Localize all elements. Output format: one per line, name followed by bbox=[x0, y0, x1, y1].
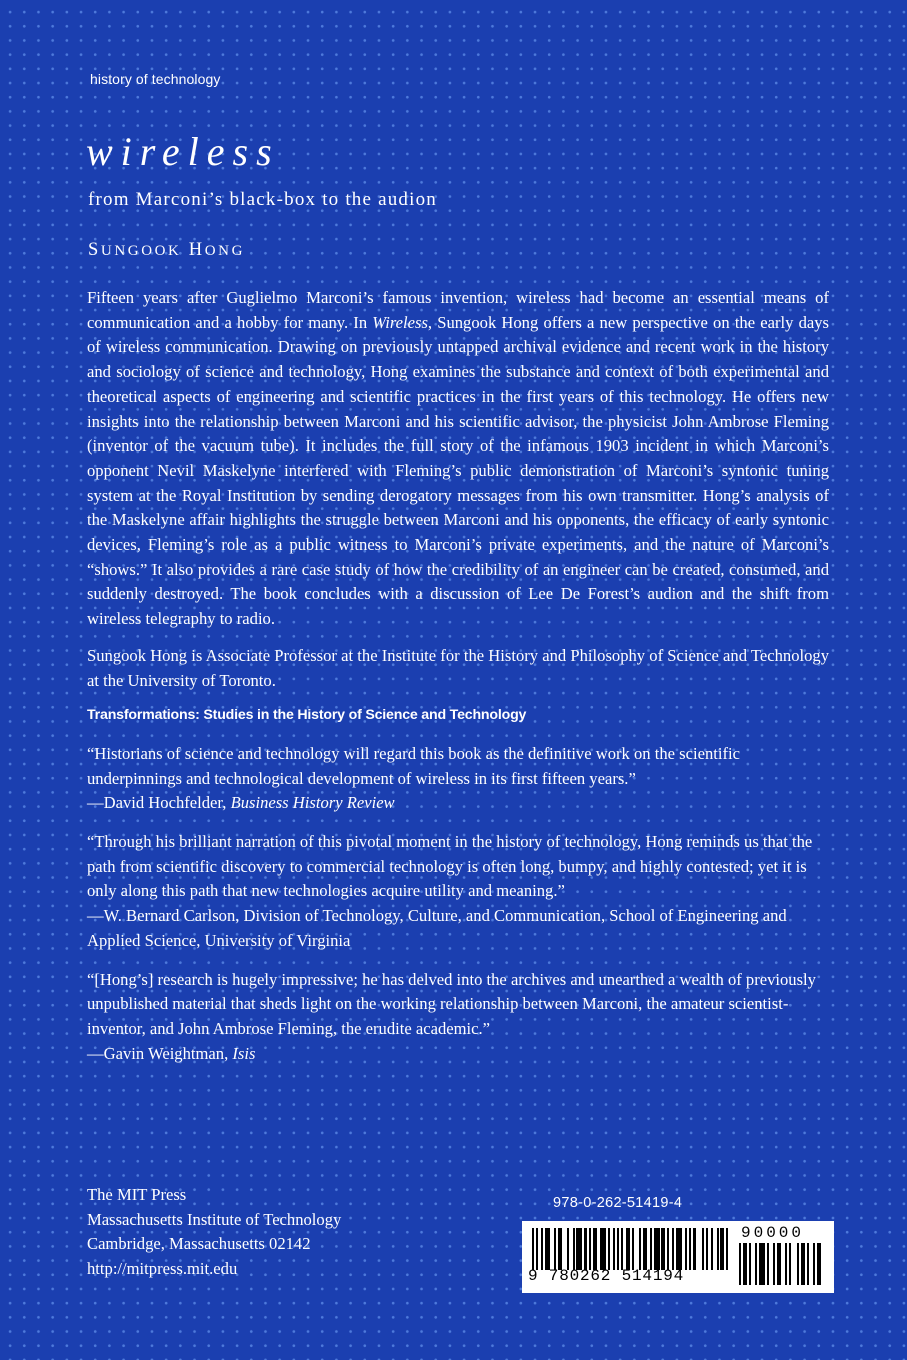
barcode-space bbox=[728, 1228, 730, 1270]
barcode-addon-bars bbox=[739, 1243, 825, 1285]
description: Fifteen years after Guglielmo Marconi’s famous invention, wireless had become an essential means of communication and a hobby for many. In Wireless, Sungook Hong offers a new perspective on the early days of wireless communication. Drawing on previously untapped archival evidence and recent work in the history and sociology of science and technology, Hong examines the substance and context of both experimental and theoretical aspects of engineering and scientific practices in the first years of this technology. He offers new insights into the relationship between Marconi and his scientific advisor, the physicist John Ambrose Fleming (inventor of the vacuum tube). It includes the full story of the infamous 1903 incident in which Marconi’s opponent Nevil Maskelyne interfered with Fleming’s public demonstration of Marconi’s syntonic tuning system at the Royal Institution by sending derogatory messages from his own transmitter. Hong’s analysis of the Maskelyne affair highlights the struggle between Marconi and his opponents, the efficacy of early syntonic devices, Fleming’s role as a public witness to Marconi’s private experiments, and the nature of Marconi’s “shows.” It also provides a rare case study of how the credibility of an engineer can be created, consumed, and suddenly destroyed. The book concludes with a discussion of Lee De Forest’s audion and the shift from wireless telegraphy to radio. bbox=[87, 288, 829, 629]
barcode-bar bbox=[817, 1243, 821, 1285]
publisher-url: http://mitpress.mit.edu bbox=[87, 1258, 238, 1278]
publisher-city: Cambridge, Massachusetts 02142 bbox=[87, 1234, 311, 1253]
isbn: 978-0-262-51419-4 bbox=[553, 1195, 683, 1211]
book-title: wireless bbox=[86, 129, 280, 174]
publisher-name: The MIT Press bbox=[87, 1185, 187, 1204]
review-quote: “Historians of science and technology will regard this book as the definitive work on the scientific underpinnings and technological development of wireless in its first fifteen years.” —David Hochfelder, Business History Review bbox=[87, 743, 740, 813]
back-cover-text bbox=[87, 286, 829, 1066]
review-quote: “Through his brilliant narration of this pivotal moment in the history of technology, Hong reminds us that the path from scientific discovery to commercial technology is often long, bumpy, and highly contested; yet it is only along this path that new technologies acquire utility and meaning.” —W. Bernard Carlson, Division of Technology, Culture, and Communication, School of Engineering and Applied Science, University of Virginia bbox=[87, 832, 813, 950]
publisher-info bbox=[87, 1183, 341, 1281]
barcode bbox=[522, 1221, 834, 1293]
barcode-digits: 9 780262 514194 bbox=[528, 1267, 685, 1285]
author-bio: Sungook Hong is Associate Professor at the Institute for the History and Philosophy of Science and Technology at the University of Toronto. bbox=[87, 645, 829, 690]
book-subtitle: from Marconi’s black-box to the audion bbox=[88, 189, 437, 210]
series-label: history of technology bbox=[90, 71, 221, 87]
publisher-institution: Massachusetts Institute of Technology bbox=[87, 1209, 342, 1229]
series-name: Transformations: Studies in the History of Science and Technology bbox=[87, 707, 527, 724]
price-code: 90000 bbox=[741, 1224, 805, 1242]
review-quote: “[Hong’s] research is hugely impressive; he has delved into the archives and unearthed a wealth of previously unpublished material that sheds light on the working relationship between Marconi, the amateur scientist-inventor, and John Ambrose Fleming, the erudite academic.” —Gavin Weightman, Isis bbox=[87, 969, 816, 1063]
barcode-bars bbox=[532, 1228, 730, 1270]
author-name: SUNGOOK HONG bbox=[88, 240, 246, 260]
